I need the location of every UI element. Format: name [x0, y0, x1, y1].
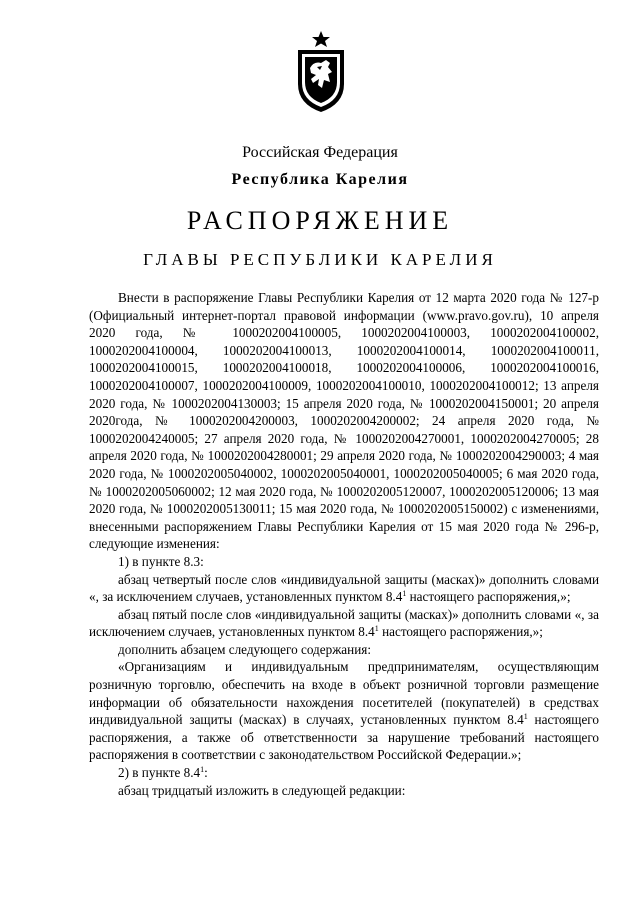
paragraph-b-text: абзац пятый после слов «индивидуальной защиты (масках)» дополнить словами «, за исключением случаев, установленных пунктом 8.4 — [89, 606, 599, 640]
karelia-coat-of-arms-icon — [295, 30, 347, 114]
quote-paragraph — [89, 658, 599, 764]
republic-title: Республика Карелия — [231, 171, 409, 188]
item-1: 1) в пункте 8.3: — [118, 553, 204, 569]
item-2-text: 2) в пункте 8.4 — [118, 765, 201, 781]
superscript: 1 — [523, 712, 528, 722]
item-2 — [89, 764, 599, 782]
document-issuer: ГЛАВЫ РЕСПУБЛИКИ КАРЕЛИЯ — [143, 250, 497, 269]
paragraph-a-text: абзац четвертый после слов «индивидуальной защиты (масках)» дополнить словами «, за исключением случаев, установленных пунктом 8.4 — [89, 571, 599, 605]
paragraph-a-tail: настоящего распоряжения,»; — [406, 589, 571, 605]
paragraph-b — [89, 606, 599, 641]
superscript: 1 — [402, 589, 407, 599]
superscript: 1 — [200, 765, 205, 775]
federation-title: Российская Федерация — [242, 144, 398, 161]
document-body — [89, 289, 599, 799]
last-paragraph: абзац тридцатый изложить в следующей редакции: — [118, 782, 406, 798]
intro-paragraph: Внести в распоряжение Главы Республики Карелия от 12 марта 2020 года № 127-р (Официальный интернет-портал правовой информации (www.pravo.gov.ru), 10 апреля 2020 года, № 1000202004100005, 1000202004100003, 1000202004100002, 1000202004100004, 1000202004100013, 1000202004100014, 1000202004100011, 1000202004100015, 1000202004100018, 1000202004100006, 1000202004100016, 1000202004100007, 1000202004100009, 1000202004100010, 1000202004100012; 13 апреля 2020 года, № 1000202004130003; 15 апреля 2020 года, № 1000202004150001; 20 апреля 2020года, № 1000202004200003, 1000202004200002; 24 апреля 2020 года, № 1000202004240005; 27 апреля 2020 года, № 1000202004270001, 1000202004270005; 28 апреля 2020 года, № 1000202004280001; 29 апреля 2020 года, № 1000202004290003; 4 мая 2020 года, № 1000202005040002, 1000202005040001, 1000202005040005; 6 мая 2020 года, № 1000202005060002; 12 мая 2020 года, № 1000202005120007, 1000202005120006; 13 мая 2020 года, № 1000202005130011; 15 мая 2020 года, № 1000202005150002) с изменениями, внесенными распоряжением Главы Республики Карелия от 15 мая 2020 года № 296-р, следующие изменения: — [89, 290, 599, 552]
paragraph-b-tail: настоящего распоряжения,»; — [378, 624, 543, 640]
paragraph-a — [89, 571, 599, 606]
paragraph-c: дополнить абзацем следующего содержания: — [118, 641, 372, 657]
item-2-tail: : — [204, 765, 208, 781]
superscript: 1 — [374, 624, 379, 634]
quote-tail: настоящего распоряжения, а также об ответственности за нарушение требований настоящего распоряжения в соответствии с законодательством Российской Федерации.»; — [89, 712, 599, 763]
quote-text: «Организациям и индивидуальным предпринимателям, осуществляющим розничную торговлю, обеспечить на входе в объект розничной торговли размещение информации об обязательности нахождения посетителей (покупателей) в средствах индивидуальной защиты (масках) в случаях, установленных пунктом 8.4 — [89, 659, 599, 728]
document-type: РАСПОРЯЖЕНИЕ — [186, 206, 454, 235]
